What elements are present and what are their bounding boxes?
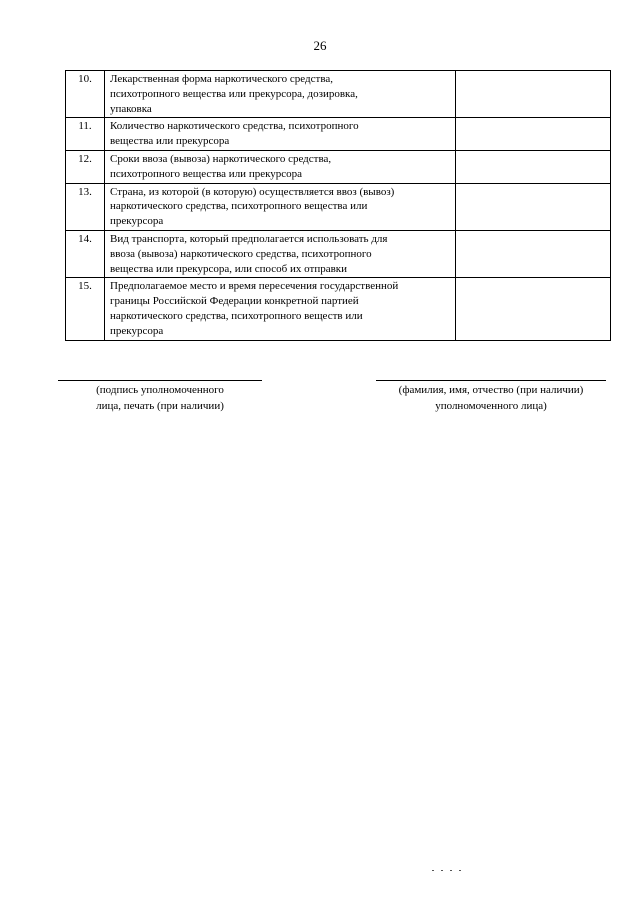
table-row bbox=[66, 118, 611, 151]
description-line: упаковка bbox=[110, 102, 152, 115]
table-row bbox=[66, 71, 611, 118]
description-line: психотропного вещества или прекурсора, дозировка, bbox=[110, 87, 358, 100]
row-description bbox=[105, 118, 456, 151]
row-value-cell[interactable] bbox=[456, 118, 611, 151]
row-number: 11. bbox=[66, 118, 105, 151]
table-row bbox=[66, 278, 611, 340]
row-description bbox=[105, 183, 456, 230]
description-line: границы Российской Федерации конкретной партией bbox=[110, 295, 359, 308]
description-line: ввоза (вывоза) наркотического средства, психотропного bbox=[110, 247, 372, 260]
row-number: 15. bbox=[66, 278, 105, 340]
signature-block-right bbox=[376, 380, 606, 414]
table-row bbox=[66, 230, 611, 277]
table-row bbox=[66, 150, 611, 183]
row-value-cell[interactable] bbox=[456, 71, 611, 118]
row-number: 12. bbox=[66, 150, 105, 183]
row-number: 13. bbox=[66, 183, 105, 230]
name-line[interactable] bbox=[376, 380, 606, 381]
description-line: вещества или прекурсора bbox=[110, 135, 230, 148]
row-number: 10. bbox=[66, 71, 105, 118]
row-value-cell[interactable] bbox=[456, 278, 611, 340]
description-line: Вид транспорта, который предполагается использовать для bbox=[110, 232, 388, 245]
name-caption-line: (фамилия, имя, отчество (при наличии) bbox=[398, 384, 584, 396]
row-number: 14. bbox=[66, 230, 105, 277]
row-description bbox=[105, 230, 456, 277]
name-caption-line: уполномоченного лица) bbox=[435, 399, 547, 412]
row-description bbox=[105, 150, 456, 183]
description-line: Количество наркотического средства, психотропного bbox=[110, 120, 359, 133]
row-value-cell[interactable] bbox=[456, 230, 611, 277]
description-line: Страна, из которой (в которую) осуществляется ввоз (вывоз) bbox=[110, 185, 395, 198]
signature-line[interactable] bbox=[58, 380, 262, 381]
row-description bbox=[105, 71, 456, 118]
page-number: 26 bbox=[313, 38, 327, 53]
row-value-cell[interactable] bbox=[456, 150, 611, 183]
table-row bbox=[66, 183, 611, 230]
row-description bbox=[105, 278, 456, 340]
form-table bbox=[65, 70, 611, 341]
description-line: Сроки ввоза (вывоза) наркотического средства, bbox=[110, 152, 332, 165]
description-line: прекурсора bbox=[110, 324, 164, 337]
description-line: психотропного вещества или прекурсора bbox=[110, 167, 303, 180]
description-line: вещества или прекурсора, или способ их отправки bbox=[110, 262, 348, 275]
signature-caption-line: (подпись уполномоченного bbox=[96, 384, 224, 396]
description-line: наркотического средства, психотропного вещества или bbox=[110, 200, 368, 213]
scan-artifact bbox=[432, 868, 472, 874]
description-line: прекурсора bbox=[110, 215, 164, 228]
row-value-cell[interactable] bbox=[456, 183, 611, 230]
signature-block-left bbox=[58, 380, 262, 414]
description-line: наркотического средства, психотропного веществ или bbox=[110, 309, 363, 322]
description-line: Предполагаемое место и время пересечения государственной bbox=[110, 280, 399, 293]
description-line: Лекарственная форма наркотического средства, bbox=[110, 73, 334, 85]
signature-caption-line: лица, печать (при наличии) bbox=[96, 399, 224, 412]
